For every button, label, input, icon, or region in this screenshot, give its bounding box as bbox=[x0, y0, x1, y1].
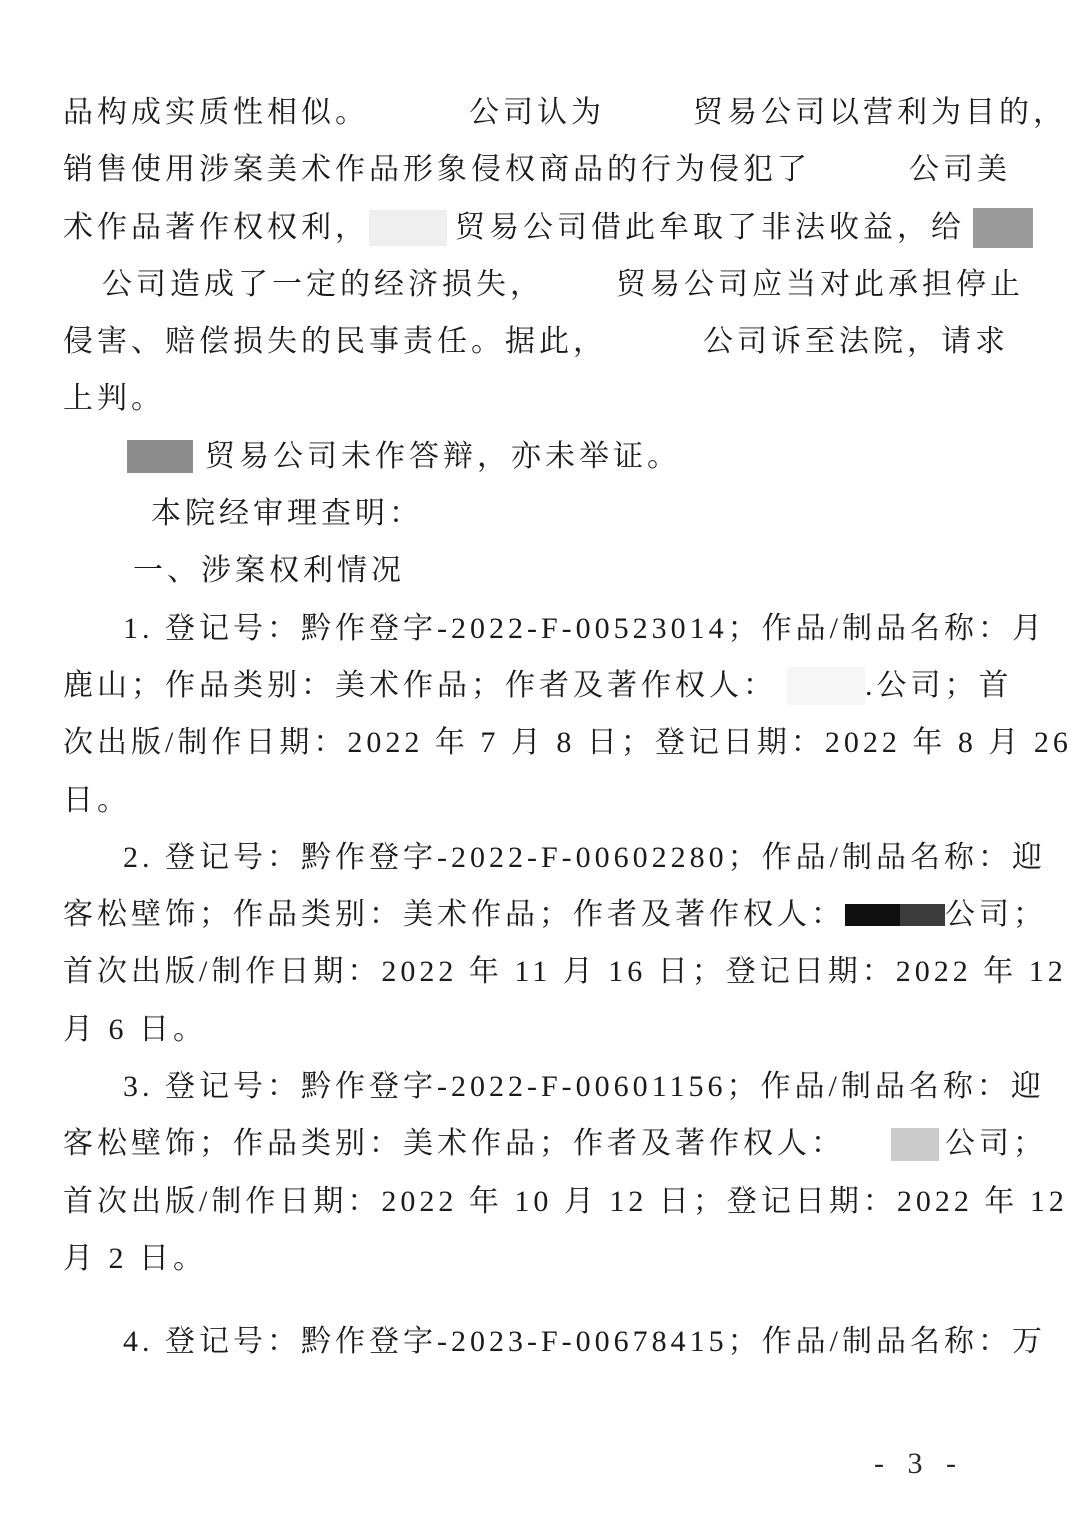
text-segment: 首次出版/制作日期：2022 年 11 月 16 日；登记日期：2022 年 12 bbox=[63, 955, 1067, 989]
text-line bbox=[63, 1173, 1068, 1230]
text-segment: 公司认为 bbox=[469, 96, 605, 129]
text-line bbox=[63, 84, 1067, 141]
text-line bbox=[63, 370, 1018, 427]
redaction-box bbox=[127, 440, 193, 473]
text-segment: 品构成实质性相似。 bbox=[63, 96, 369, 129]
text-gap bbox=[193, 464, 205, 466]
text-line bbox=[63, 485, 1018, 542]
text-segment: 本院经审理查明： bbox=[151, 497, 423, 531]
text-segment: 上判。 bbox=[63, 382, 165, 416]
text-line bbox=[63, 256, 1024, 313]
text-segment: 日。 bbox=[63, 783, 131, 817]
text-segment: 公司诉至法院，请求 bbox=[703, 325, 1009, 359]
text-line bbox=[63, 1313, 1046, 1370]
text-line bbox=[63, 772, 1018, 829]
text-segment: 术作品著作权权利， bbox=[63, 210, 369, 244]
text-segment: 一、涉案权利情况 bbox=[133, 554, 405, 588]
redaction-box bbox=[787, 667, 865, 705]
text-gap bbox=[811, 177, 909, 179]
text-line bbox=[63, 1115, 1047, 1172]
text-gap bbox=[777, 693, 787, 695]
text-segment: 客松壁饰；作品类别：美术作品；作者及著作权人： bbox=[63, 1127, 845, 1161]
text-line bbox=[63, 199, 1018, 256]
text-gap bbox=[369, 120, 469, 122]
document-content bbox=[63, 84, 1072, 1371]
text-segment: 公司美 bbox=[909, 153, 1011, 187]
redaction-box bbox=[973, 208, 1033, 248]
text-segment: .公司；首 bbox=[865, 668, 1013, 702]
page-number: - 3 - bbox=[874, 1447, 964, 1480]
text-segment: 公司造成了一定的经济损失， bbox=[102, 267, 544, 301]
text-segment: 公司； bbox=[945, 1127, 1047, 1161]
text-segment: 月 6 日。 bbox=[63, 1012, 207, 1046]
text-segment: 贸易公司以营利为目的， bbox=[693, 96, 1067, 129]
text-segment: 次出版/制作日期：2022 年 7 月 8 日；登记日期：2022 年 8 月 26 bbox=[63, 726, 1072, 760]
text-line bbox=[63, 714, 1072, 771]
text-line bbox=[63, 1230, 1018, 1287]
text-line bbox=[63, 600, 1046, 657]
text-line bbox=[63, 657, 1018, 714]
text-gap bbox=[845, 1151, 891, 1153]
text-segment: 4. 登记号：黔作登字-2023-F-00678415；作品/制品名称：万 bbox=[123, 1325, 1046, 1359]
text-line bbox=[63, 313, 1018, 370]
text-segment: 贸易公司借此牟取了非法收益，给 bbox=[455, 210, 965, 244]
text-segment: 3. 登记号：黔作登字-2022-F-00601156；作品/制品名称：迎 bbox=[123, 1070, 1045, 1104]
text-line bbox=[63, 1001, 1018, 1058]
text-gap bbox=[607, 349, 703, 351]
text-line bbox=[63, 428, 1018, 485]
text-line bbox=[63, 943, 1067, 1000]
text-gap bbox=[447, 235, 455, 237]
redaction-box bbox=[845, 904, 945, 926]
text-line bbox=[63, 1058, 1045, 1115]
text-segment: 公司； bbox=[945, 898, 1047, 932]
text-gap bbox=[965, 235, 973, 237]
text-segment: 贸易公司未作答辩，亦未举证。 bbox=[205, 439, 681, 473]
text-line bbox=[63, 542, 1018, 599]
redaction-box bbox=[891, 1128, 939, 1161]
redaction-box bbox=[369, 210, 447, 246]
text-segment: 贸易公司应当对此承担停止 bbox=[616, 267, 1024, 301]
text-segment: 首次出版/制作日期：2022 年 10 月 12 日；登记日期：2022 年 12 bbox=[63, 1184, 1068, 1218]
text-line bbox=[63, 829, 1046, 886]
text-segment: 客松壁饰；作品类别：美术作品；作者及著作权人： bbox=[63, 898, 845, 932]
text-segment: 1. 登记号：黔作登字-2022-F-00523014；作品/制品名称：月 bbox=[123, 611, 1046, 645]
text-segment: 鹿山；作品类别：美术作品；作者及著作权人： bbox=[63, 668, 777, 702]
text-segment: 销售使用涉案美术作品形象侵权商品的行为侵犯了 bbox=[63, 153, 811, 187]
text-gap bbox=[544, 292, 616, 294]
text-segment: 2. 登记号：黔作登字-2022-F-00602280；作品/制品名称：迎 bbox=[123, 840, 1046, 874]
text-line bbox=[63, 886, 1047, 943]
text-segment: 月 2 日。 bbox=[63, 1241, 207, 1275]
text-segment: 侵害、赔偿损失的民事责任。据此， bbox=[63, 325, 607, 359]
text-line bbox=[63, 141, 1018, 198]
text-gap bbox=[605, 120, 693, 122]
